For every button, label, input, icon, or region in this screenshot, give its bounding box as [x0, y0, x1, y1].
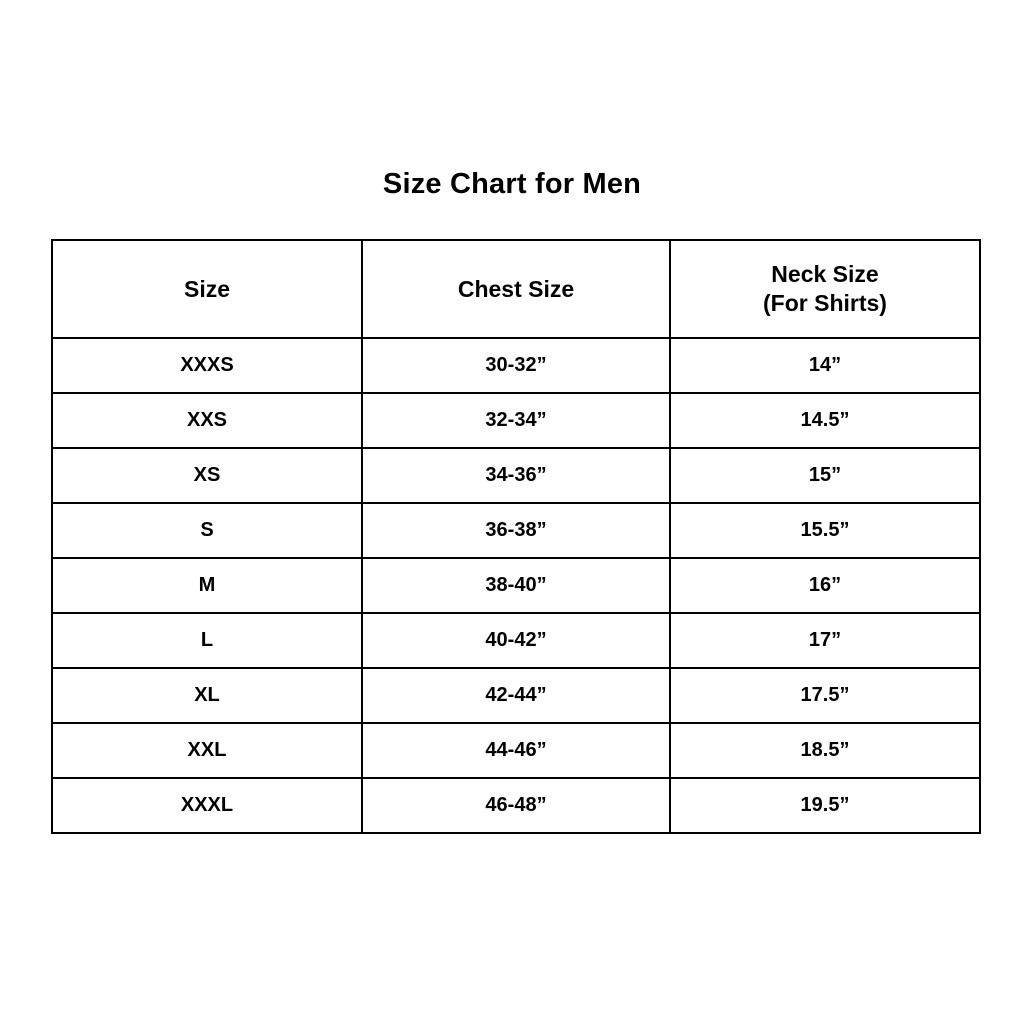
cell-chest: 36-38” [362, 503, 670, 558]
cell-size: L [52, 613, 362, 668]
cell-neck: 17.5” [670, 668, 980, 723]
table-row [52, 558, 980, 613]
cell-size: M [52, 558, 362, 613]
table-row [52, 503, 980, 558]
cell-chest: 42-44” [362, 668, 670, 723]
cell-chest: 32-34” [362, 393, 670, 448]
column-header-size: Size [52, 240, 362, 338]
column-header-neck [670, 240, 980, 338]
cell-size: XL [52, 668, 362, 723]
table-row [52, 723, 980, 778]
cell-size: XS [52, 448, 362, 503]
cell-chest: 44-46” [362, 723, 670, 778]
cell-neck: 19.5” [670, 778, 980, 833]
column-header-chest: Chest Size [362, 240, 670, 338]
table-header [52, 240, 980, 338]
cell-chest: 38-40” [362, 558, 670, 613]
cell-size: XXS [52, 393, 362, 448]
cell-neck: 15” [670, 448, 980, 503]
table-row [52, 448, 980, 503]
cell-size: XXXS [52, 338, 362, 393]
cell-neck: 16” [670, 558, 980, 613]
cell-neck: 17” [670, 613, 980, 668]
cell-size: XXL [52, 723, 362, 778]
table-row [52, 338, 980, 393]
cell-size: XXXL [52, 778, 362, 833]
table-body [52, 338, 980, 833]
table-row [52, 393, 980, 448]
column-header-neck-line1: Neck Size [771, 261, 879, 288]
size-chart-table [51, 239, 981, 834]
cell-neck: 15.5” [670, 503, 980, 558]
cell-size: S [52, 503, 362, 558]
cell-neck: 14.5” [670, 393, 980, 448]
table-row [52, 778, 980, 833]
table-row [52, 613, 980, 668]
table-header-row [52, 240, 980, 338]
cell-chest: 40-42” [362, 613, 670, 668]
cell-chest: 30-32” [362, 338, 670, 393]
cell-neck: 18.5” [670, 723, 980, 778]
table-row [52, 668, 980, 723]
cell-chest: 46-48” [362, 778, 670, 833]
cell-chest: 34-36” [362, 448, 670, 503]
cell-neck: 14” [670, 338, 980, 393]
column-header-neck-line2: (For Shirts) [763, 290, 887, 316]
page-title: Size Chart for Men [382, 168, 642, 200]
